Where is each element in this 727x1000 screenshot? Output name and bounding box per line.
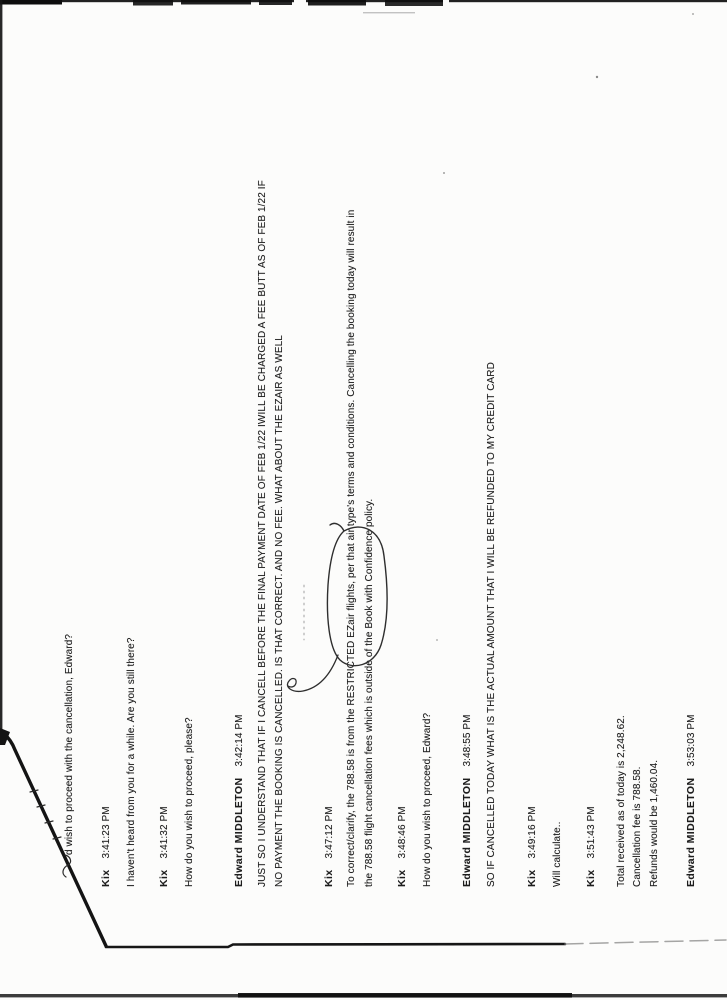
- chat-message-text: [273, 335, 286, 887]
- chat-message-text: the 788.58 flight cancellation fees which is outside of the Book with Confidence policy.: [364, 498, 375, 887]
- chat-message-text: d wish to proceed with the cancellation, Edward?: [64, 633, 75, 855]
- chat-line: [396, 806, 409, 887]
- chat-message-text: [485, 362, 498, 887]
- chat-message-text: [615, 715, 628, 887]
- chat-message-text: [125, 637, 138, 887]
- chat-timestamp: 3:48:55 PM: [462, 714, 473, 767]
- chat-timestamp: 3:53:03 PM: [686, 714, 697, 767]
- chat-sender: Edward MIDDLETON: [685, 777, 697, 887]
- chat-sender: Kix: [100, 869, 112, 887]
- chat-message-text: NO PAYMENT THE BOOKING IS CANCELLED. IS THAT CORRECT. AND NO FEE. WHAT ABOUT THE EZAIR AS WELL: [274, 335, 285, 887]
- chat-timestamp: 3:41:32 PM: [159, 806, 170, 859]
- chat-line: [158, 806, 171, 887]
- chat-message-text: SO IF CANCELLED TODAY WHAT IS THE ACTUAL AMOUNT THAT I WILL BE REFUNDED TO MY CREDIT CARD: [486, 362, 497, 887]
- chat-timestamp: 3:41:23 PM: [101, 806, 112, 859]
- chat-message-text: Cancellation fee is 788.58.: [632, 766, 643, 887]
- chat-message-text: [631, 766, 644, 887]
- chat-sender: Kix: [585, 869, 597, 887]
- chat-sender: Edward MIDDLETON: [233, 777, 245, 887]
- chat-message-text: Total received as of today is 2,248.62.: [616, 715, 627, 887]
- chat-message-text: [183, 717, 196, 887]
- chat-message-text: [421, 713, 434, 887]
- chat-message-text: I haven't heard from you for a while. Are you still there?: [126, 637, 137, 887]
- chat-message-text: Refunds would be 1,460.04.: [649, 759, 660, 887]
- chat-message-text: JUST SO I UNDERSTAND THAT IF I CANCELL BEFORE THE FINAL PAYMENT DATE OF FEB 1/22 IWILL BE CHARGED A FEE BUTT AS OF FEB 1/22 IF: [257, 180, 268, 887]
- chat-line: [461, 714, 474, 887]
- chat-message-text: [256, 180, 269, 887]
- chat-message-text: [345, 210, 358, 887]
- chat-timestamp: 3:48:46 PM: [397, 806, 408, 859]
- chat-sender: Kix: [323, 869, 335, 887]
- chat-timestamp: 3:51:43 PM: [586, 806, 597, 859]
- scan-border-bottom: [0, 993, 727, 998]
- chat-message-text: [648, 760, 661, 887]
- chat-timestamp: 3:42:14 PM: [234, 714, 245, 767]
- chat-message-text: [551, 821, 564, 887]
- chat-sender: Kix: [526, 869, 538, 887]
- chat-line: [585, 806, 598, 887]
- chat-message-text: [363, 499, 376, 887]
- chat-sender: Kix: [396, 869, 408, 887]
- chat-sender: Edward MIDDLETON: [461, 777, 473, 887]
- chat-timestamp: 3:47:12 PM: [324, 806, 335, 859]
- chat-timestamp: 3:49:16 PM: [527, 806, 538, 859]
- chat-line: [100, 806, 113, 887]
- chat-message-text: To correct/clarify, the 788.58 is from the RESTRICTED EZair flights, per that air type's terms and conditions. Cancelling the booking today will result in: [346, 209, 357, 887]
- chat-message-text: Will calculate..: [552, 821, 563, 887]
- chat-message-text: How do you wish to proceed, Edward?: [422, 712, 433, 887]
- chat-message-text: [63, 634, 76, 855]
- chat-line: [323, 806, 336, 887]
- chat-line: [526, 806, 539, 887]
- chat-message-text: How do you wish to proceed, please?: [184, 717, 195, 887]
- chat-sender: Kix: [158, 869, 170, 887]
- chat-line: [685, 714, 698, 887]
- chat-line: [233, 714, 246, 887]
